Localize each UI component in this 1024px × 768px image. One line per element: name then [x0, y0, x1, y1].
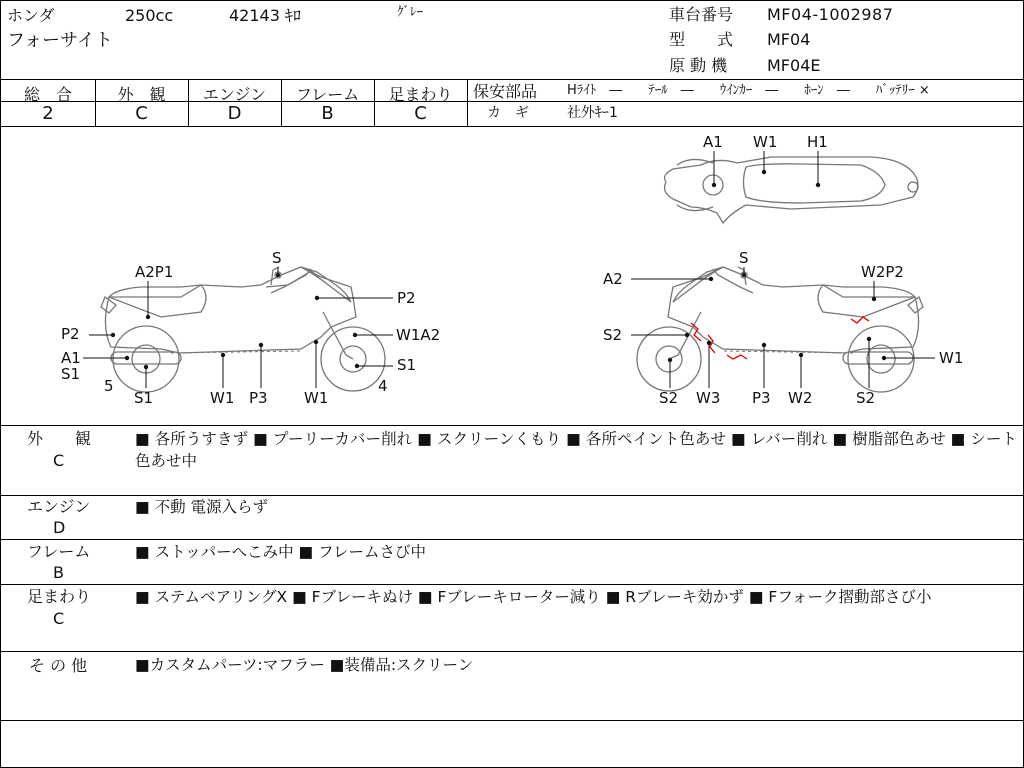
- cond-engine-grade: D: [53, 518, 66, 537]
- left-label-w1-front: W1: [304, 389, 329, 407]
- right-label-w3: W3: [696, 389, 721, 407]
- cond-exterior-grade: C: [53, 451, 65, 470]
- type-label: 型 式: [669, 30, 734, 49]
- score-engine-label: エンジン: [202, 85, 267, 104]
- right-label-a2: A2: [603, 270, 623, 288]
- cond-frame-text: ■ ストッパーへこみ中 ■ フレームさび中: [135, 543, 426, 561]
- left-label-4: 4: [378, 377, 388, 395]
- damage-mark-3: [727, 355, 747, 359]
- chassis-number-label: 車台番号: [669, 5, 734, 24]
- key-value: 社外ｷｰ1: [567, 105, 618, 121]
- top-label-a1: A1: [703, 133, 723, 151]
- damage-mark-1: [691, 323, 701, 341]
- key-label: カ ギ: [487, 105, 529, 121]
- right-label-s2-top: S2: [603, 326, 623, 344]
- right-view-scooter: [637, 267, 923, 392]
- safety-parts-items: Hﾗｲﾄ ― ﾃｰﾙ ― ｳｲﾝｶｰ ― ﾎｰﾝ ― ﾊﾞｯﾃﾘｰ ×: [567, 83, 930, 98]
- right-label-s2-front: S2: [659, 389, 679, 407]
- left-label-s1-rear: S1: [61, 365, 81, 383]
- score-suspension-value: C: [414, 103, 427, 124]
- top-label-h1: H1: [807, 133, 828, 151]
- damage-diagram: [1, 127, 1023, 425]
- cond-exterior-text: ■ 各所うすきず ■ プーリーカバー削れ ■ スクリーンくもり ■ 各所ペイント色あせ ■ レバー削れ ■ 樹脂部色あせ ■ シート色あせ中: [135, 430, 1017, 470]
- type-value: MF04: [767, 30, 811, 49]
- cond-frame-grade: B: [53, 563, 64, 582]
- cond-frame-label: フレーム: [27, 542, 91, 561]
- left-label-w1-mid: W1: [210, 389, 235, 407]
- body-color: ｸﾞﾚｰ: [397, 5, 423, 20]
- score-exterior-value: C: [135, 103, 148, 124]
- right-label-s2-rear: S2: [856, 389, 876, 407]
- cond-suspension-label: 足まわり: [27, 587, 92, 606]
- score-frame-value: B: [321, 103, 334, 124]
- top-label-w1: W1: [753, 133, 778, 151]
- safety-parts-label: 保安部品: [473, 82, 538, 101]
- cond-suspension-text: ■ ステムベアリングX ■ Fブレーキぬけ ■ Fブレーキローター減り ■ Rブレーキ効かず ■ Fフォーク摺動部さび小: [135, 588, 932, 606]
- left-label-w1a2: W1A2: [396, 326, 441, 344]
- score-engine-value: D: [227, 103, 242, 124]
- right-label-p3: P3: [752, 389, 771, 407]
- top-view-scooter: [665, 157, 918, 223]
- right-label-w2: W2: [788, 389, 813, 407]
- score-total-label: 総 合: [23, 85, 72, 104]
- left-label-p2-rear: P2: [61, 325, 80, 343]
- score-exterior-label: 外 観: [117, 85, 166, 104]
- left-label-a1: A1: [61, 349, 81, 367]
- model-name: フォーサイト: [7, 30, 113, 51]
- score-suspension-label: 足まわり: [388, 85, 453, 104]
- score-frame-label: フレーム: [295, 85, 360, 104]
- cond-other-label: そ の 他: [29, 656, 88, 675]
- mileage: 42143 ｷﾛ: [229, 6, 301, 25]
- maker-name: ホンダ: [7, 6, 55, 25]
- left-view-scooter: [101, 267, 385, 392]
- right-label-w2p2: W2P2: [861, 263, 904, 281]
- engine-model-value: MF04E: [767, 56, 821, 75]
- header-divider: [1, 79, 1023, 80]
- chassis-number-value: MF04-1002987: [767, 5, 894, 24]
- left-label-p2-front: P2: [397, 289, 416, 307]
- damage-mark-4: [851, 317, 869, 323]
- cond-engine-label: エンジン: [27, 497, 91, 516]
- left-label-p3: P3: [249, 389, 268, 407]
- left-label-5: 5: [104, 377, 114, 395]
- left-label-s: S: [272, 249, 282, 267]
- left-label-s1-front: S1: [397, 356, 417, 374]
- left-label-a2p1: A2P1: [135, 263, 174, 281]
- cond-suspension-grade: C: [53, 609, 65, 628]
- right-label-w1: W1: [939, 349, 964, 367]
- right-label-s: S: [739, 249, 749, 267]
- cond-other-text: ■カスタムパーツ:マフラー ■装備品:スクリーン: [135, 656, 474, 674]
- engine-model-label: 原 動 機: [669, 56, 728, 75]
- score-total-value: 2: [42, 103, 54, 124]
- left-label-s1-bottom: S1: [134, 389, 154, 407]
- cond-engine-text: ■ 不動 電源入らず: [135, 498, 268, 516]
- cond-exterior-label: 外 観: [27, 429, 92, 448]
- displacement: 250cc: [125, 6, 174, 25]
